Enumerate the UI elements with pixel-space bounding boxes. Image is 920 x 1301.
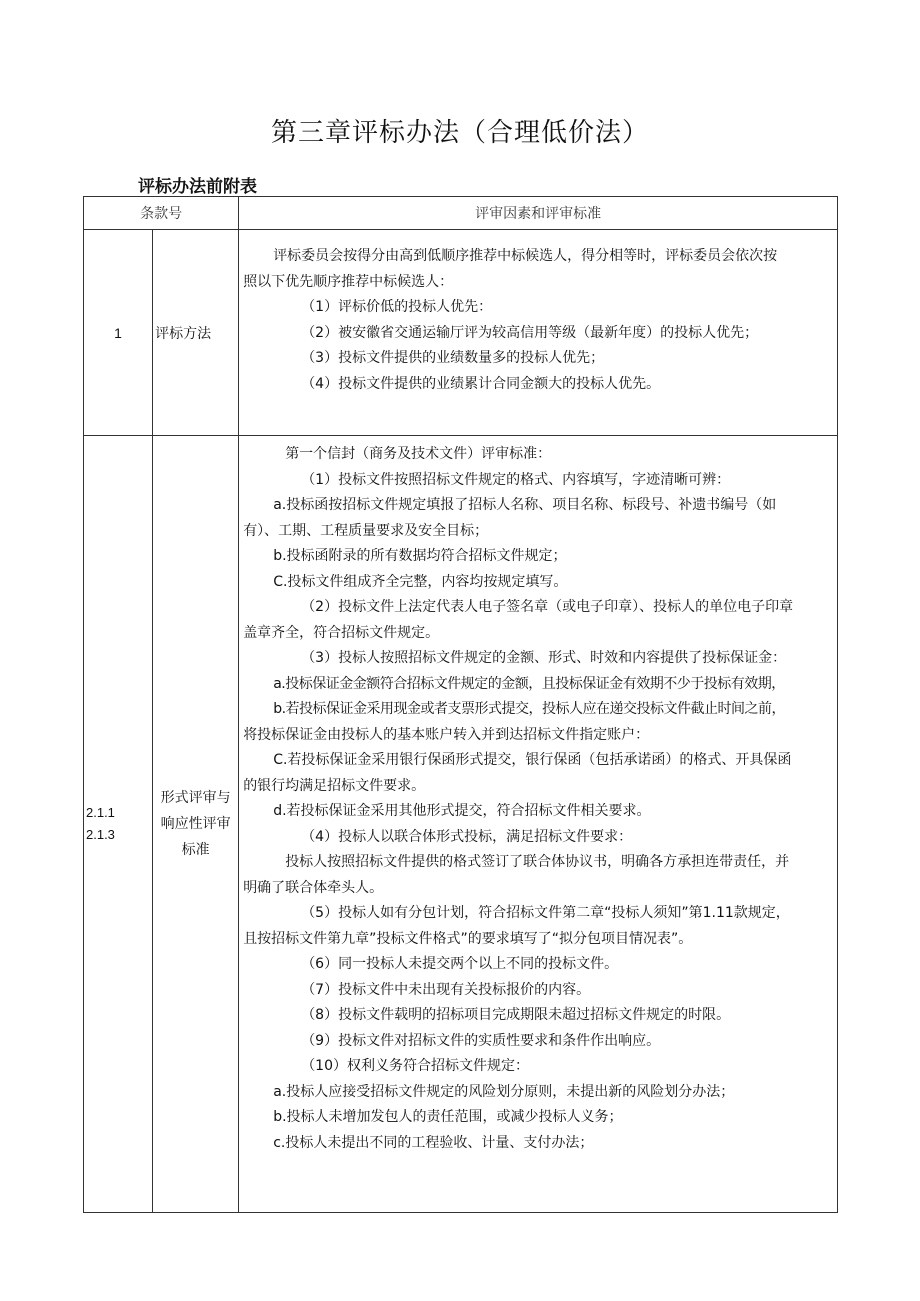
content-line: （4）投标人以联合体形式投标，满足招标文件要求： [301,828,633,845]
content-line: 评标委员会按得分由高到低顺序推荐中标候选人，得分相等时，评标委员会依次按 [273,248,778,264]
content-line: （8）投标文件载明的招标项目完成期限未超过招标文件规定的时限。 [301,1007,731,1023]
table-caption: 评标办法前附表 [138,177,257,197]
header-clause-number: 条款号 [84,197,239,230]
content-line: 盖章齐全，符合招标文件规定。 [243,624,440,641]
clause-name-line: 响应性评审 [160,816,231,832]
content-line: b.若投标保证金采用现金或者支票形式提交，投标人应在递交投标文件截止时间之前， [273,701,786,717]
content-line: （10）权利义务符合招标文件规定： [301,1058,530,1074]
content-line: （2）被安徽省交通运输厅评为较高信用等级（最新年度）的投标人优先； [301,324,759,341]
clause-name: 评标方法 [153,230,239,436]
clause-name [153,436,239,1213]
content-line: （4）投标文件提供的业绩累计合同金额大的投标人优先。 [301,375,661,392]
content-line: d.若投标保证金采用其他形式提交，符合招标文件相关要求。 [273,803,651,819]
clause-number-end: 2.1.3 [86,827,115,842]
clause-number [84,436,153,1213]
evaluation-table [83,196,838,1213]
clause-number: 1 [84,230,153,436]
document-title: 第三章评标办法（合理低价法） [270,118,649,148]
table-header-row [84,197,838,230]
content-line: b.投标人未增加发包人的责任范围，或减少投标人义务； [273,1109,623,1125]
content-line: （2）投标文件上法定代表人电子签名章（或电子印章）、投标人的单位电子印章 [301,599,794,615]
content-line: 第一个信封（商务及技术文件）评审标准： [285,446,552,462]
content-line: （3）投标人按照招标文件规定的金额、形式、时效和内容提供了投标保证金： [301,650,787,666]
clause-number-start: 2.1.1 [86,805,115,820]
content-line: C.投标文件组成齐全完整，内容均按规定填写。 [273,573,568,590]
content-line: 的银行均满足招标文件要求。 [243,777,426,794]
content-line: （1）评标价低的投标人优先： [301,299,493,315]
content-line: （9）投标文件对招标文件的实质性要求和条件作出响应。 [301,1032,661,1049]
content-line: 有）、工期、工程质量要求及安全目标； [243,522,489,539]
content-line: （5）投标人如有分包计划，符合招标文件第二章“投标人须知”第1.11款规定， [301,905,790,921]
content-line: a.投标保证金金额符合招标文件规定的金额，且投标保证金有效期不少于投标有效期， [273,675,785,692]
content-line: 将投标保证金由投标人的基本账户转入并到达招标文件指定账户： [243,726,650,743]
content-line: （7）投标文件中未出现有关投标报价的内容。 [301,981,591,998]
content-line: c.投标人未提出不同的工程验收、计量、支付办法； [273,1134,594,1151]
clause-name-line: 形式评审与 [160,790,231,806]
clause-content [239,230,838,436]
content-line: b.投标函附录的所有数据均符合招标文件规定； [273,548,567,564]
content-line: （3）投标文件提供的业绩数量多的投标人优先； [301,350,605,366]
content-line: 明确了联合体牵头人。 [243,879,384,896]
table-row [84,436,838,1213]
content-line: （6）同一投标人未提交两个以上不同的投标文件。 [301,956,619,972]
content-line: （1）投标文件按照招标文件规定的格式、内容填写，字迹清晰可辨： [301,471,731,488]
table-row [84,230,838,436]
header-criteria: 评审因素和评审标准 [239,197,838,230]
content-line: a.投标函按招标文件规定填报了招标人名称、项目名称、标段号、补遗书编号（如 [273,497,777,513]
content-line: 投标人按照招标文件提供的格式签订了联合体协议书，明确各方承担连带责任，并 [285,854,790,870]
content-line: C.若投标保证金采用银行保函形式提交，银行保函（包括承诺函）的格式、开具保函 [273,752,792,768]
clause-name-line: 标准 [181,842,210,858]
clause-content [239,436,838,1213]
content-line: a.投标人应接受招标文件规定的风险划分原则，未提出新的风险划分办法； [273,1083,735,1100]
content-line: 照以下优先顺序推荐中标候选人： [243,273,454,290]
content-line: 且按招标文件第九章”投标文件格式”的要求填写了“拟分包项目情况表”。 [243,930,693,947]
